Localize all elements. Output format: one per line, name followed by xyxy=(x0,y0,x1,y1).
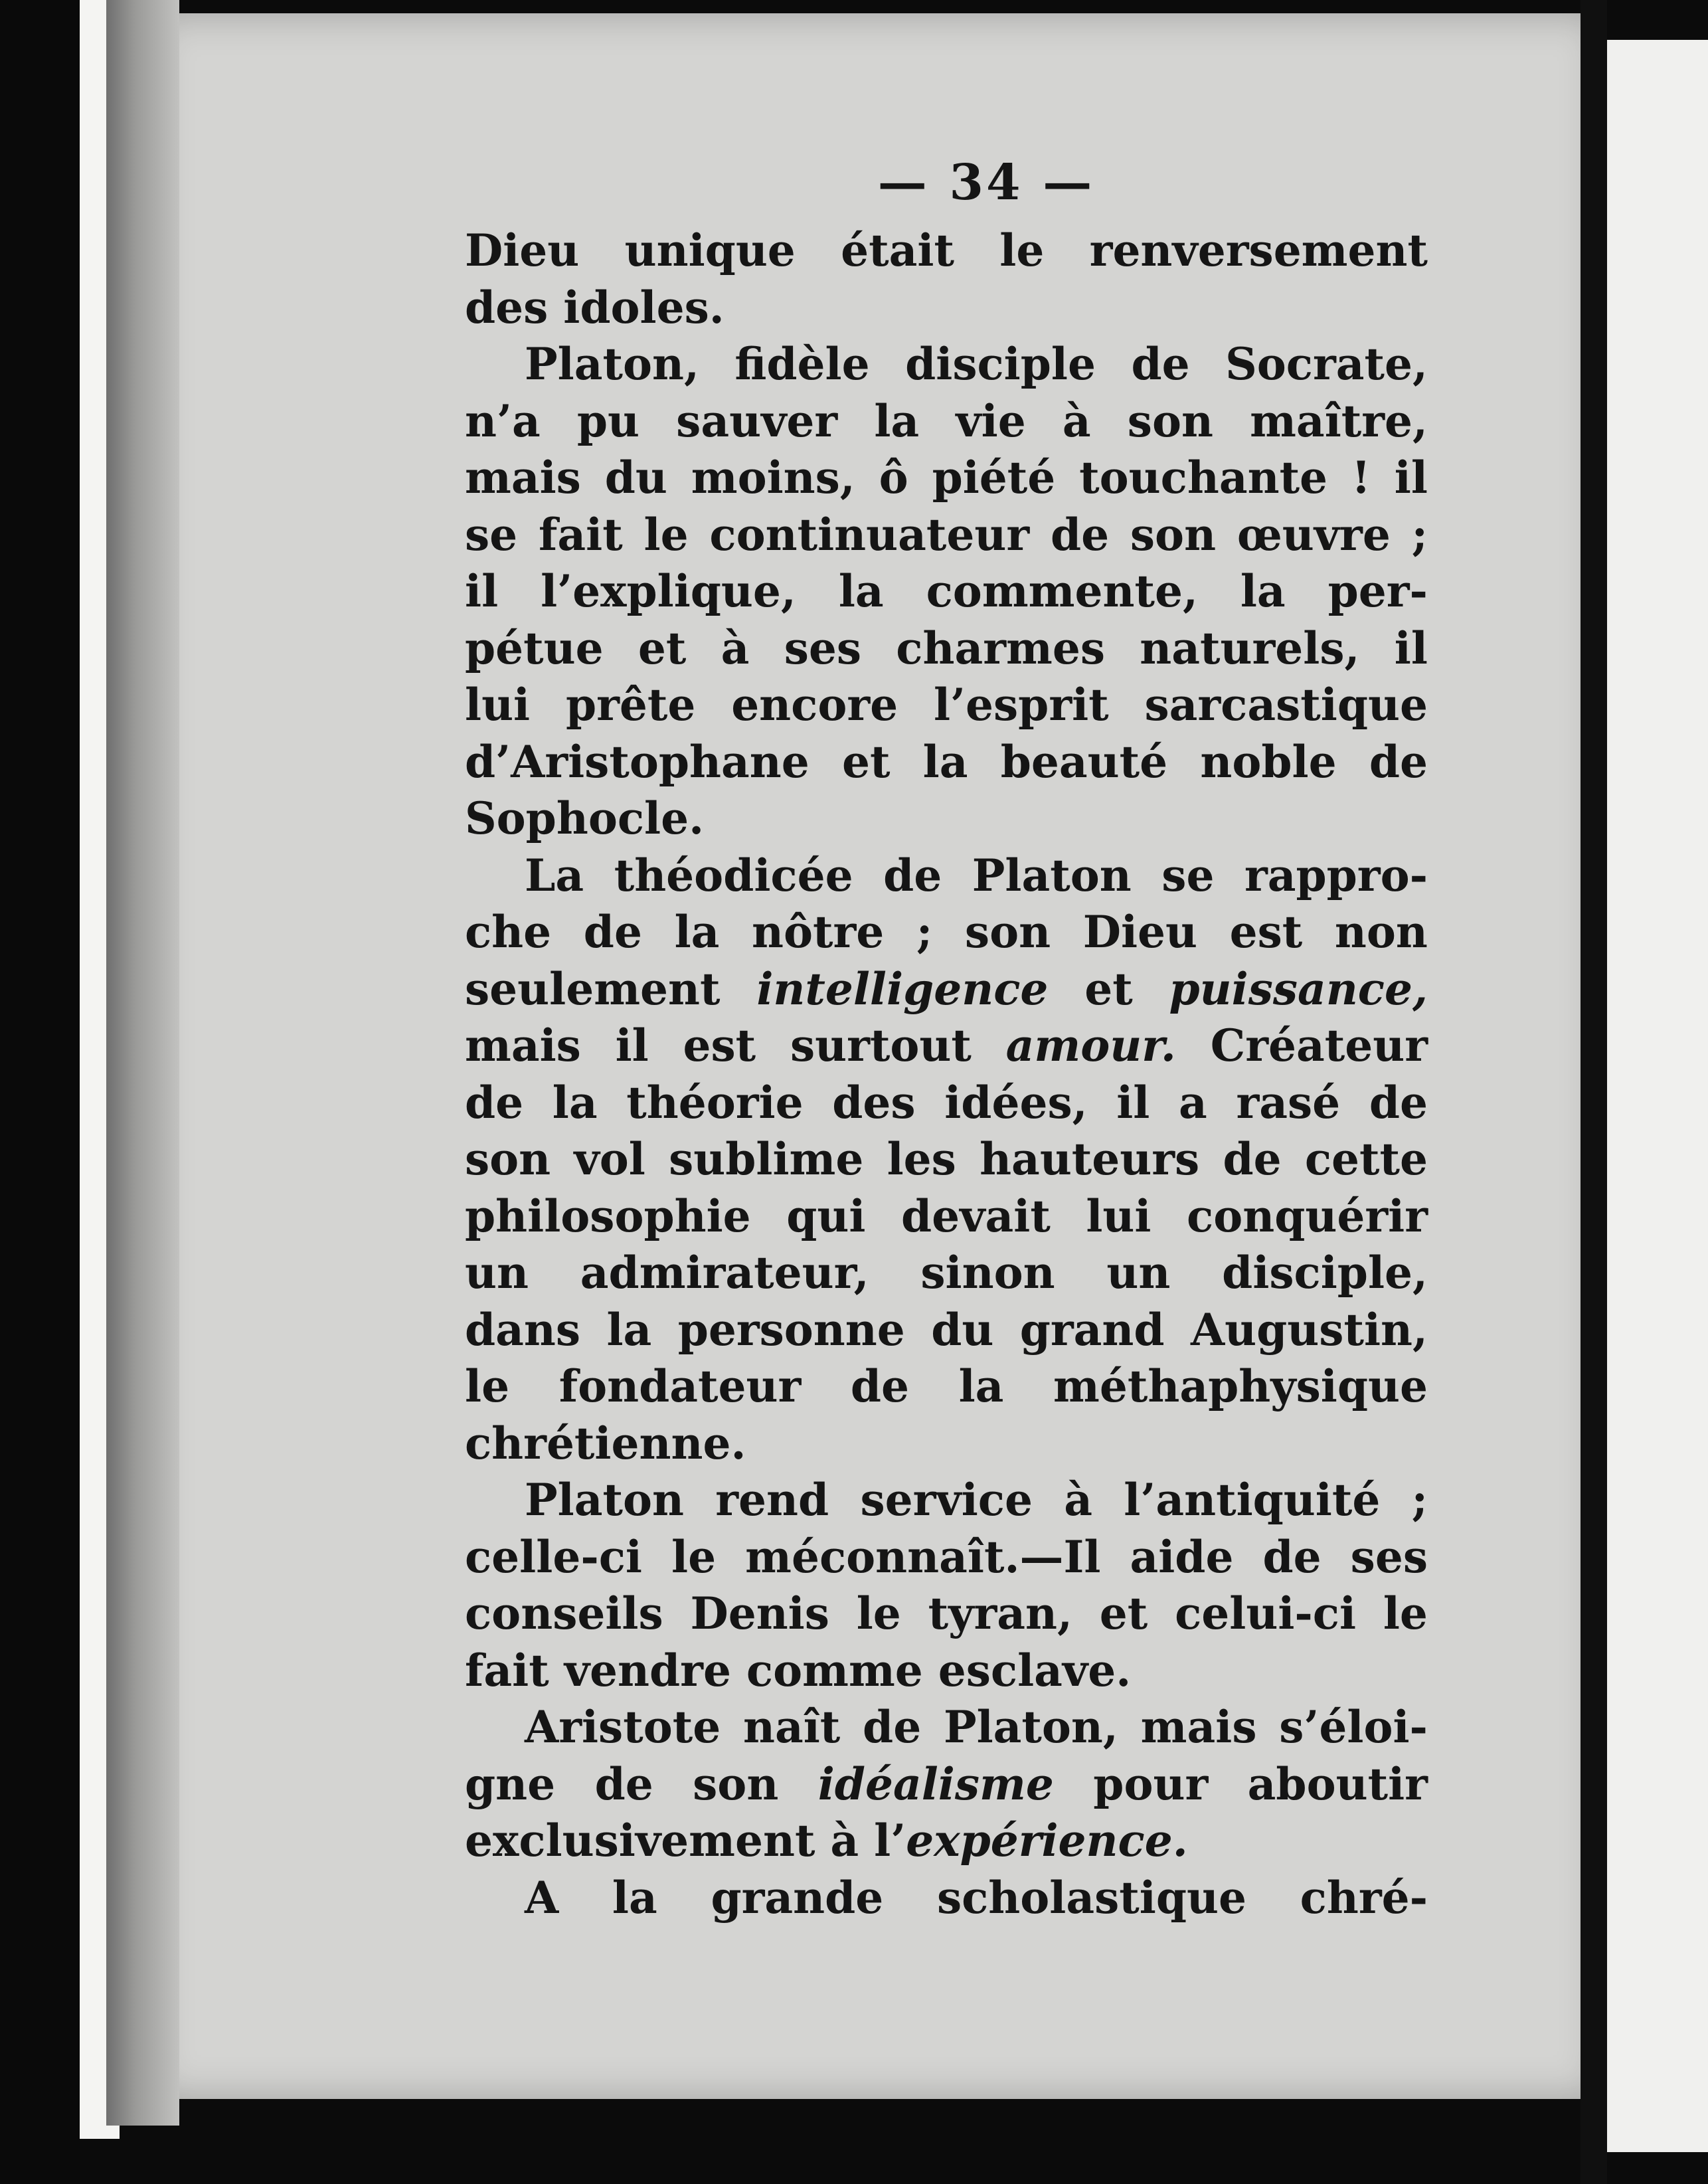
word: l’esprit xyxy=(933,679,1109,731)
word: seulement xyxy=(465,962,721,1015)
text-line xyxy=(465,1699,1428,1756)
word: est xyxy=(683,1020,756,1071)
line-text: chrétienne. xyxy=(465,1417,746,1469)
word: ; xyxy=(1411,1474,1428,1526)
word: et xyxy=(841,735,891,788)
word: la xyxy=(838,565,884,617)
word: service xyxy=(860,1474,1033,1526)
text-line xyxy=(465,1302,1428,1359)
word: fondateur xyxy=(558,1360,802,1412)
word: Créateur xyxy=(1210,1020,1428,1071)
word: admirateur, xyxy=(580,1247,869,1299)
text-line xyxy=(465,223,1428,280)
word: méconnaît.—Il xyxy=(745,1530,1101,1583)
text-line xyxy=(465,393,1428,450)
word: son xyxy=(693,1758,779,1810)
word: à xyxy=(1062,395,1091,447)
word: Denis xyxy=(690,1588,829,1639)
text-line xyxy=(465,1075,1428,1132)
word: Dieu xyxy=(1082,906,1198,958)
text-line xyxy=(465,1756,1428,1813)
word: théodicée xyxy=(614,849,853,901)
word: sauver xyxy=(676,395,838,447)
word: la xyxy=(958,1360,1004,1412)
text-line xyxy=(465,961,1428,1018)
word: aide xyxy=(1130,1530,1234,1583)
word: de xyxy=(1131,338,1190,390)
word: Dieu xyxy=(465,225,580,276)
italic-text: expérience. xyxy=(906,1815,1188,1866)
line-text: exclusivement à l’ xyxy=(465,1815,906,1866)
word: les xyxy=(887,1133,956,1185)
word: encore xyxy=(731,679,898,731)
word: per- xyxy=(1327,565,1428,617)
line-text: fait vendre comme esclave. xyxy=(465,1644,1132,1696)
word: Augustin, xyxy=(1190,1303,1428,1356)
word: son xyxy=(1130,508,1217,561)
word: la xyxy=(674,906,720,958)
word: devait xyxy=(901,1190,1051,1242)
line-text: Sophocle. xyxy=(465,792,705,844)
text-line xyxy=(465,1415,1428,1473)
word: est xyxy=(1229,906,1303,958)
word: un xyxy=(465,1247,529,1299)
word: le xyxy=(465,1360,510,1412)
word: personne xyxy=(677,1303,905,1356)
word: grande xyxy=(711,1871,884,1924)
word: A xyxy=(525,1871,559,1924)
text-line xyxy=(465,904,1428,961)
word: ; xyxy=(1411,508,1428,561)
word: théorie xyxy=(626,1076,804,1129)
word: de xyxy=(1262,1530,1322,1583)
word: la xyxy=(612,1871,657,1924)
word: la xyxy=(874,395,920,447)
word: qui xyxy=(786,1190,866,1242)
word: ! xyxy=(1351,452,1371,503)
text-line xyxy=(465,280,1428,337)
text-line xyxy=(465,1813,1428,1870)
word: n’a xyxy=(465,395,541,447)
word: naît xyxy=(742,1701,841,1753)
text-line xyxy=(465,1529,1428,1586)
word: naturels, xyxy=(1140,622,1360,674)
word: et xyxy=(638,622,687,674)
word: conseils xyxy=(465,1588,663,1639)
word: celui-ci xyxy=(1175,1588,1357,1639)
italic-word: puissance, xyxy=(1169,962,1428,1015)
word: mais xyxy=(465,1020,581,1071)
facing-page-edge xyxy=(1607,40,1708,2152)
word: vol xyxy=(574,1133,645,1185)
word: de xyxy=(1369,735,1428,788)
word: conquérir xyxy=(1187,1190,1428,1242)
word: de xyxy=(465,1076,524,1129)
text-line xyxy=(465,507,1428,564)
text-line xyxy=(465,1870,1428,1927)
word: l’antiquité xyxy=(1124,1474,1381,1526)
word: non xyxy=(1334,906,1428,958)
word: pétue xyxy=(465,622,604,674)
word: sarcastique xyxy=(1144,679,1428,731)
word: cette xyxy=(1304,1133,1428,1185)
word: de xyxy=(1050,508,1110,561)
word: s’éloi- xyxy=(1279,1701,1428,1753)
word: Socrate, xyxy=(1225,338,1428,390)
word: il xyxy=(1394,622,1428,674)
word: rend xyxy=(715,1474,829,1526)
text-line xyxy=(465,1131,1428,1188)
word: lui xyxy=(465,679,531,731)
word: moins, xyxy=(691,452,855,503)
word: celle-ci xyxy=(465,1530,642,1583)
word: disciple xyxy=(905,338,1096,390)
text-line xyxy=(465,1018,1428,1075)
word: de xyxy=(863,1701,922,1753)
word: son xyxy=(964,906,1051,958)
right-gutter xyxy=(1580,0,1607,2184)
word: aboutir xyxy=(1247,1758,1428,1810)
word: beauté xyxy=(1000,735,1168,788)
word: œuvre xyxy=(1237,508,1391,561)
word: d’Aristophane xyxy=(465,735,810,788)
text-line xyxy=(465,848,1428,905)
page-text xyxy=(465,143,1428,1926)
word: rasé xyxy=(1236,1076,1341,1129)
italic-word: intelligence xyxy=(756,962,1049,1015)
text-line xyxy=(465,336,1428,393)
text-line xyxy=(465,1472,1428,1529)
word: de xyxy=(883,849,942,901)
word: de xyxy=(1369,1076,1428,1129)
word: Platon, xyxy=(525,338,699,390)
word: méthaphysique xyxy=(1053,1360,1428,1412)
text-line xyxy=(465,1358,1428,1415)
word: Aristote xyxy=(525,1701,721,1753)
word: le xyxy=(1383,1588,1428,1639)
word: et xyxy=(1099,1588,1148,1639)
word: gne xyxy=(465,1758,556,1810)
word: touchante xyxy=(1079,452,1328,503)
word: Platon xyxy=(972,849,1132,901)
word: vie xyxy=(956,395,1026,447)
word: Platon, xyxy=(943,1701,1118,1753)
word: était xyxy=(841,225,954,276)
italic-word: amour. xyxy=(1005,1020,1176,1071)
line-text xyxy=(465,1813,1188,1870)
word: ses xyxy=(784,622,862,674)
word: il xyxy=(1116,1076,1150,1129)
page-number: — 34 — xyxy=(877,154,1095,211)
word: piété xyxy=(932,452,1056,503)
word: a xyxy=(1179,1076,1207,1129)
text-lines xyxy=(465,223,1428,1926)
word: dans xyxy=(465,1303,581,1356)
word: pu xyxy=(576,395,640,447)
text-line xyxy=(465,1245,1428,1302)
text-line xyxy=(465,677,1428,734)
italic-word: idéalisme xyxy=(817,1758,1054,1810)
word: de xyxy=(850,1360,909,1412)
text-line xyxy=(465,563,1428,620)
word: et xyxy=(1084,962,1133,1015)
text-line xyxy=(465,734,1428,791)
word: pour xyxy=(1093,1758,1209,1810)
word: nôtre xyxy=(752,906,885,958)
text-line xyxy=(465,1586,1428,1643)
word: renversement xyxy=(1089,225,1428,276)
word: son xyxy=(1127,395,1213,447)
word: le xyxy=(856,1588,901,1639)
word: du xyxy=(604,452,667,503)
word: commente, xyxy=(926,565,1198,617)
word: il xyxy=(465,565,499,617)
word: fait xyxy=(538,508,623,561)
word: rappro- xyxy=(1244,849,1428,901)
word: ô xyxy=(879,452,908,503)
word: la xyxy=(552,1076,598,1129)
word: ses xyxy=(1350,1530,1428,1583)
line-text: des idoles. xyxy=(465,281,725,333)
word: l’explique, xyxy=(541,565,796,617)
word: à xyxy=(1064,1474,1093,1526)
book-spine-shadow xyxy=(106,0,179,2126)
word: maître, xyxy=(1250,395,1428,447)
word: hauteurs xyxy=(980,1133,1200,1185)
word: la xyxy=(922,735,968,788)
word: prête xyxy=(565,679,696,731)
word: noble xyxy=(1200,735,1337,788)
word: un xyxy=(1106,1247,1171,1299)
word: unique xyxy=(624,225,796,276)
left-scan-margin xyxy=(0,0,80,2184)
word: ; xyxy=(916,906,933,958)
word: La xyxy=(525,849,584,901)
word: mais xyxy=(465,452,581,503)
word: il xyxy=(1394,452,1428,503)
text-line xyxy=(465,1643,1428,1700)
word: le xyxy=(999,225,1045,276)
text-line xyxy=(465,790,1428,848)
word: mais xyxy=(1140,1701,1257,1753)
word: son xyxy=(465,1133,551,1185)
word: se xyxy=(465,508,518,561)
word: idées, xyxy=(944,1076,1088,1129)
word: charmes xyxy=(896,622,1105,674)
word: fidèle xyxy=(734,338,870,390)
text-line xyxy=(465,1188,1428,1245)
word: de xyxy=(1223,1133,1282,1185)
word: philosophie xyxy=(465,1190,751,1242)
word: disciple, xyxy=(1222,1247,1428,1299)
word: grand xyxy=(1019,1303,1165,1356)
word: surtout xyxy=(790,1020,972,1071)
word: sublime xyxy=(669,1133,864,1185)
word: à xyxy=(721,622,750,674)
word: le xyxy=(643,508,689,561)
word: le xyxy=(671,1530,717,1583)
word: che xyxy=(465,906,552,958)
word: Platon xyxy=(525,1474,684,1526)
text-line xyxy=(465,450,1428,507)
word: lui xyxy=(1086,1190,1152,1242)
word: la xyxy=(606,1303,652,1356)
word: scholastique xyxy=(936,1871,1246,1924)
word: se xyxy=(1161,849,1215,901)
word: de xyxy=(583,906,642,958)
word: de xyxy=(594,1758,653,1810)
word: du xyxy=(931,1303,994,1356)
word: la xyxy=(1240,565,1286,617)
word: sinon xyxy=(920,1247,1055,1299)
word: chré- xyxy=(1300,1871,1428,1924)
text-line xyxy=(465,620,1428,678)
word: des xyxy=(832,1076,916,1129)
word: continuateur xyxy=(709,508,1030,561)
word: tyran, xyxy=(928,1588,1072,1639)
word: il xyxy=(615,1020,649,1071)
